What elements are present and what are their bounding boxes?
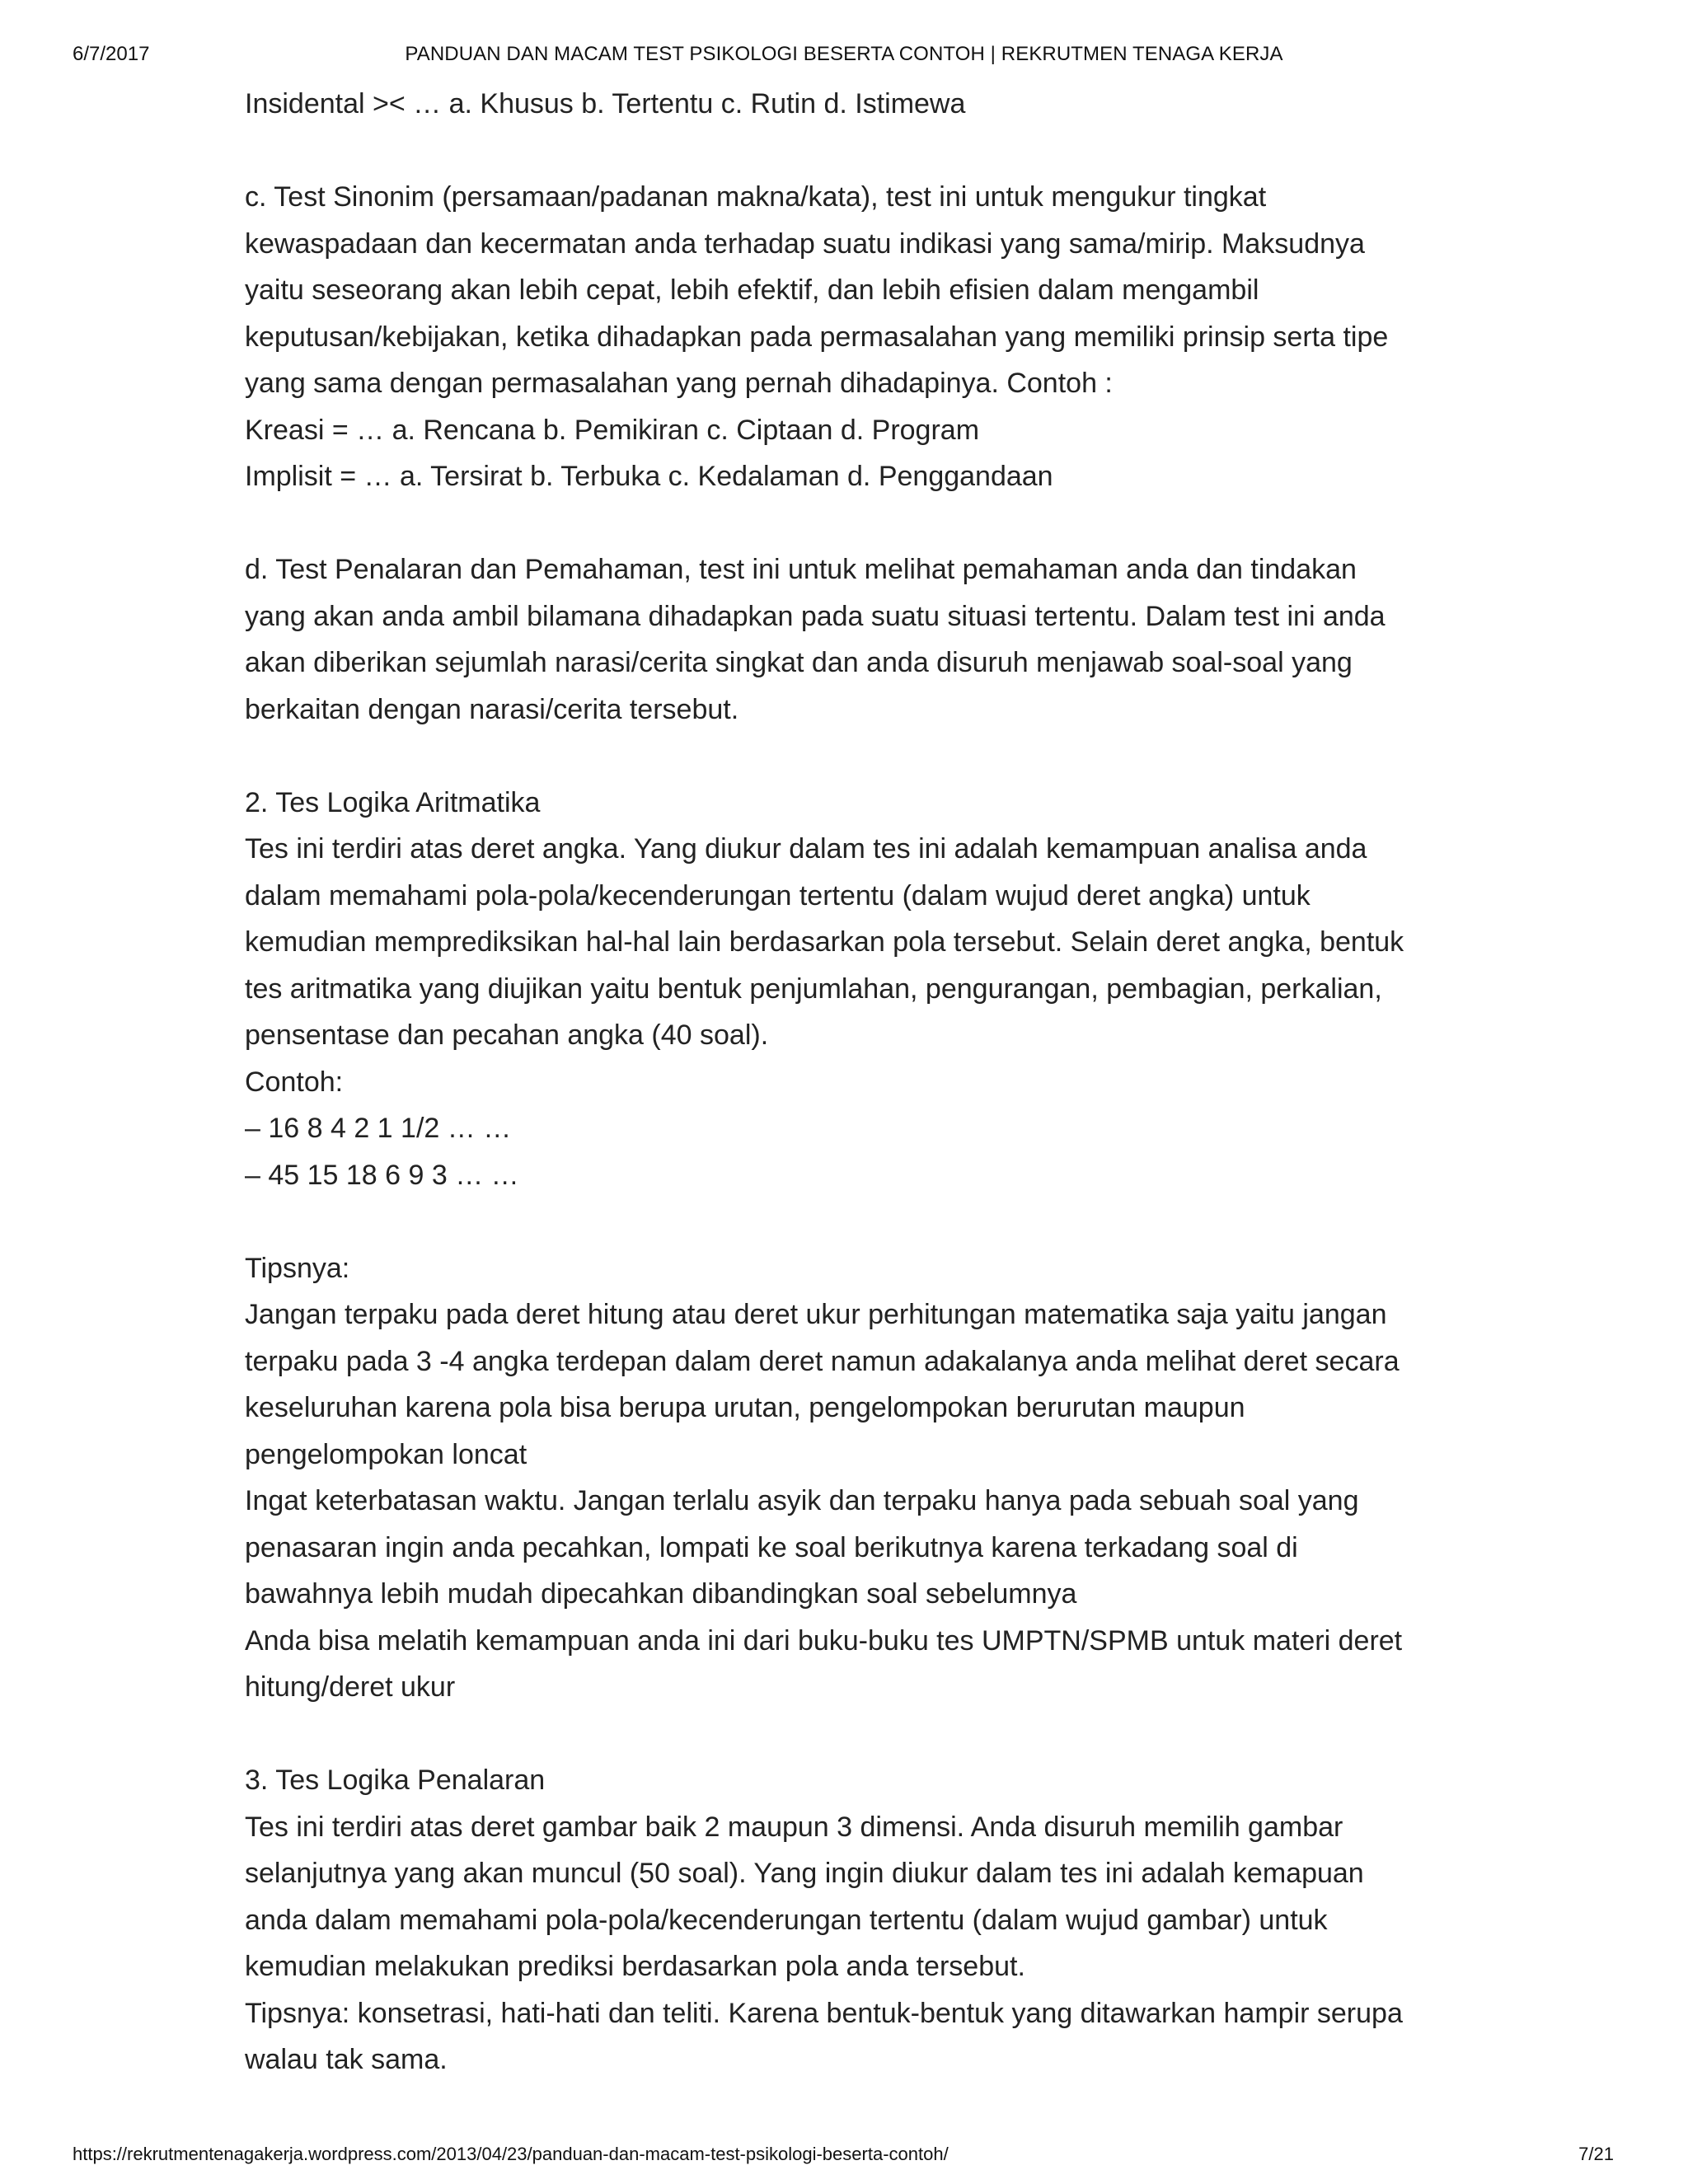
- paragraph-logika-aritmatika: Tes ini terdiri atas deret angka. Yang diukur dalam tes ini adalah kemampuan analisa anda dalam memahami pola-pola/kecenderungan tertentu (dalam wujud deret angka) untuk kemudian memprediksikan hal-hal lain berdasarkan pola tersebut. Selain deret angka, bentuk tes aritmatika yang diujikan yaitu bentuk penjumlahan, pengurangan, pembagian, perkalian, pensentase dan pecahan angka (40 soal).: [245, 833, 1404, 1051]
- print-url: https://rekrutmentenagakerja.wordpress.com/2013/04/23/panduan-dan-macam-test-psikologi-beserta-contoh/: [73, 2144, 949, 2164]
- paragraph-gap: [245, 1198, 1465, 1245]
- paragraph-sinonim: c. Test Sinonim (persamaan/padanan makna/kata), test ini untuk mengukur tingkat kewaspadaan dan kecermatan anda terhadap suatu indikasi yang sama/mirip. Maksudnya yaitu seseorang akan lebih cepat, lebih efektif, dan lebih efisien dalam mengambil keputusan/kebijakan, ketika dihadapkan pada permasalahan yang memiliki prinsip serta tipe yang sama dengan permasalahan yang pernah dihadapinya. Contoh :: [245, 181, 1389, 399]
- print-header: [0, 43, 1688, 73]
- tip-item-3: Anda bisa melatih kemampuan anda ini dari buku-buku tes UMPTN/SPMB untuk materi deret hitung/deret ukur: [245, 1624, 1403, 1703]
- paragraph-gap: [245, 733, 1465, 780]
- print-date: 6/7/2017: [73, 43, 150, 65]
- tip-item-1: Jangan terpaku pada deret hitung atau deret ukur perhitungan matematika saja yaitu jangan terpaku pada 3 -4 angka terdepan dalam deret namun adakalanya anda melihat deret secara keseluruhan karena pola bisa berupa urutan, pengelompokan berurutan maupun pengelompokan loncat: [245, 1299, 1400, 1470]
- tips-label: Tipsnya:: [245, 1252, 350, 1284]
- paragraph-gap: [245, 128, 1465, 175]
- example-implisit: Implisit = … a. Tersirat b. Terbuka c. Kedalaman d. Penggandaan: [245, 461, 1053, 492]
- contoh-label: Contoh:: [245, 1066, 344, 1098]
- page-number: 7/21: [1578, 2144, 1614, 2164]
- insidental-example: Insidental >< … a. Khusus b. Tertentu c. Rutin d. Istimewa: [245, 88, 966, 120]
- paragraph-penalaran-pemahaman: d. Test Penalaran dan Pemahaman, test ini untuk melihat pemahaman anda dan tindakan yang akan anda ambil bilamana dihadapkan pada suatu situasi tertentu. Dalam test ini anda akan diberikan sejumlah narasi/cerita singkat dan anda disuruh menjawab soal-soal yang berkaitan dengan narasi/cerita tersebut.: [245, 554, 1386, 725]
- paragraph-logika-penalaran: Tes ini terdiri atas deret gambar baik 2 maupun 3 dimensi. Anda disuruh memilih gambar selanjutnya yang akan muncul (50 soal). Yang ingin diukur dalam tes ini adalah kemapuan anda dalam memahami pola-pola/kecenderungan tertentu (dalam wujud gambar) untuk kemudian melakukan prediksi berdasarkan pola anda tersebut.: [245, 1811, 1364, 1982]
- paragraph-gap: [245, 500, 1465, 547]
- contoh-deret-1: – 16 8 4 2 1 1/2 … …: [245, 1113, 512, 1144]
- heading-logika-penalaran: 3. Tes Logika Penalaran: [245, 1765, 546, 1796]
- print-title: PANDUAN DAN MACAM TEST PSIKOLOGI BESERTA CONTOH | REKRUTMEN TENAGA KERJA: [405, 43, 1283, 65]
- article-body: [245, 81, 1465, 2083]
- tips-logika-penalaran: Tipsnya: konsetrasi, hati-hati dan teliti. Karena bentuk-bentuk yang ditawarkan hampir serupa walau tak sama.: [245, 1997, 1403, 2075]
- paragraph-gap: [245, 1711, 1465, 1758]
- example-kreasi: Kreasi = … a. Rencana b. Pemikiran c. Ciptaan d. Program: [245, 414, 980, 446]
- tip-item-2: Ingat keterbatasan waktu. Jangan terlalu asyik dan terpaku hanya pada sebuah soal yang penasaran ingin anda pecahkan, lompati ke soal berikutnya karena terkadang soal di bawahnya lebih mudah dipecahkan dibandingkan soal sebelumnya: [245, 1485, 1359, 1610]
- print-footer: [0, 2144, 1688, 2172]
- heading-logika-aritmatika: 2. Tes Logika Aritmatika: [245, 786, 541, 818]
- contoh-deret-2: – 45 15 18 6 9 3 … …: [245, 1159, 519, 1191]
